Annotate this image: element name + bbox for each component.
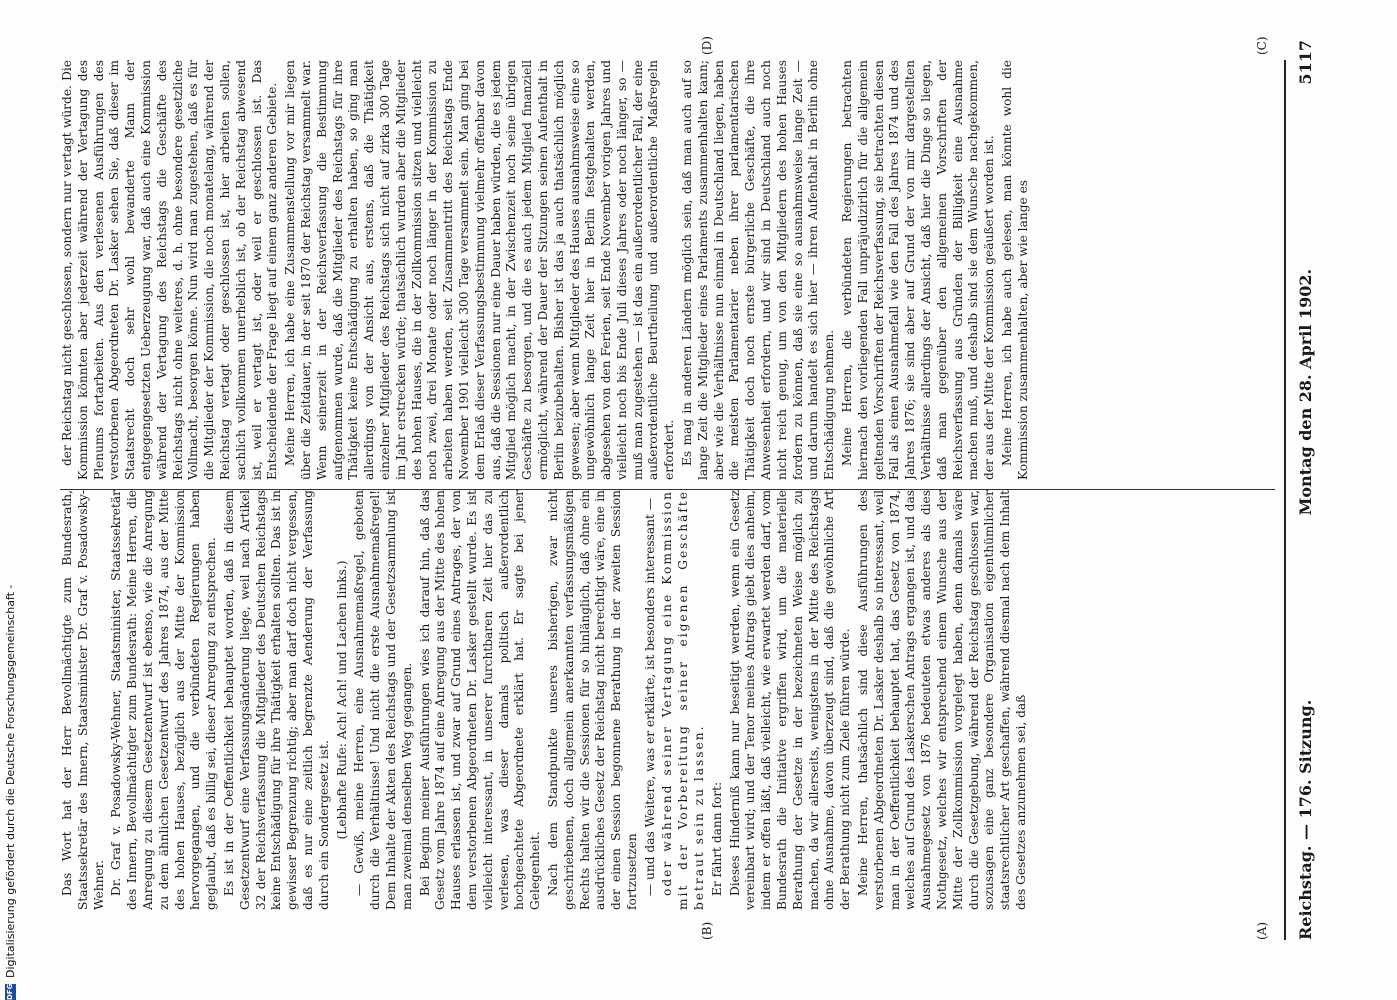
header-title: Reichstag. — 176. Sitzung.: [1295, 699, 1315, 940]
paragraph: — und das Weitere, was er erklärte, ist besonders interessant —: [642, 497, 657, 896]
header-page-number: 5117: [1295, 40, 1315, 85]
header-date: Montag den 28. April 1902.: [1295, 268, 1315, 516]
paragraph: (Lebhafte Rufe: Ach! Ach! und Lachen links.): [334, 560, 349, 840]
paragraph: Dieses Hinderniß kann nur beseitigt werden, wenn ein Gesetz vereinbart wird; und der Tenor meines Antrags giebt dies anheim, indem er offen läßt, daß vielleicht, wie erwartet werden darf, vom Bundesrath die Initiative ergriffen wird, um die materielle Berathung der Gesetze in der bezeichneten Weise möglich zu machen, da wir allerseits, wenigstens in der Mitte des Reichstags ohne Ausnahme, davon überzeugt sind, daß die gewöhnliche Art der Berathung nicht zum Ziele führen würde.: [727, 490, 853, 910]
margin-marker-d: (D): [700, 36, 714, 55]
paragraph: Es ist in der Oeffentlichkeit behauptet worden, daß in diesem Gesetzentwurf eine Verfassungsänderung liege, weil nach Artikel 32 der Reichsverfassung die Mitglieder des Deutschen Reichstags keine Entschädigung für ihre Thätigkeit erhalten sollten. Das ist in gewisser Begrenzung richtig; aber man darf doch nicht vergessen, daß es nur eine zeitlich begrenzte Aenderung der Verfassung durch ein Sondergesetz ist.: [221, 490, 331, 910]
header-rule: [1284, 60, 1286, 940]
paragraph: Meine Herren, ich habe auch gelesen, man könnte wohl die Kommission zusammenhalten, aber wie lange es: [1000, 60, 1030, 480]
paragraph: Meine Herren, die verbündeten Regierungen betrachten hiernach den vorliegenden Fall unpräjudizirlich für die allgemein geltenden Vorschriften der Reichsverfassung, sie betrachten diesen Fall als einen Ausnahmefall wie den Fall des Jahres 1874 und des Jahres 1876; sie sind aber auf Grund der von mir dargestellten Verhältnisse allerdings der Ansicht, daß hier die Dinge so liegen, daß man gegenüber den allgemeinen Vorschriften der Reichsverfassung aus Gründen der Billigkeit eine Ausnahme machen muß, und deshalb sind sie dem Wunsche nachgekommen, der aus der Mitte der Kommission geäußert worden ist.: [840, 60, 997, 480]
margin-marker-a: (A): [1255, 921, 1269, 940]
paragraph: Das Wort hat der Herr Bevollmächtigte zum Bundesrath, Staatssekretär des Innern, Staatsminister Dr. Graf v. Posadowsky-Wehner.: [60, 490, 106, 910]
credit-text: Digitalisierung gefördert durch die Deutsche Forschungsgemeinschaft -: [3, 584, 17, 978]
paragraph: oder während seiner Vertagung eine Kommission mit der Vorbereitung seiner eigenen Geschäfte betraut sein zu lassen.: [660, 490, 707, 910]
paragraph: der Reichstag nicht geschlossen, sondern nur vertagt würde. Die Kommission könnten aber jederzeit während der Vertagung des Plenums fortarbeiten. Aus den verlesenen Ausführungen des verstorbenen Abgeordneten Dr. Lasker sehen Sie, daß dieser im Staatsrecht doch sehr wohl bewanderte Mann der entgegengesetzten Ueberzeugung war, daß auch eine Kommission während der Vertagung des Reichstags die Geschäfte des Reichstags nicht ohne weiteres, d. h. ohne besondere gesetzliche Vollmacht, besorgen könne. Nun wird man zugestehen, daß es für die Mitglieder der Kommission, die noch monatelang, während der Reichstag vertagt oder geschlossen ist, hier arbeiten sollen, sachlich vollkommen unerheblich ist, ob der Reichstag abwesend ist, weil er vertagt ist, oder weil er geschlossen ist. Das Entscheidende der Frage liegt auf einem ganz anderen Gebiete.: [60, 60, 280, 480]
paragraph: Es mag in anderen Ländern möglich sein, daß man auch auf so lange Zeit die Mitglieder eines Parlaments zusammenhalten kann; aber wie die Verhältnisse nun einmal in Deutschland liegen, haben die meisten Parlamentarier neben ihrer parlamentarischen Thätigkeit doch noch ernste bürgerliche Geschäfte, die ihre Anwesenheit erfordern, und wir sind in Deutschland auch noch nicht reich genug, um von den Mitgliedern des hohen Hauses fordern zu können, daß sie eine so ausnahmsweise lange Zeit — und darum handelt es sich hier — ihren Aufenthalt in Berlin ohne Entschädigung nehmen.: [680, 60, 837, 480]
paragraph: Dr. Graf v. Posadowsky-Wehner, Staatsminister, Staatssekretär des Innern, Bevollmächtigter zum Bundesrath: Meine Herren, die Anregung zu diesem Gesetzentwurf ist ebenso, wie die Anregung zu dem ähnlichen Gesetzentwurf des Jahres 1874, aus der Mitte des hohen Hauses, bezüglich aus der Mitte der Kommission hervorgegangen, und die verbündeten Regierungen haben geglaubt, daß es billig sei, dieser Anregung zu entsprechen.: [109, 490, 219, 910]
margin-marker-c: (C): [1255, 36, 1269, 55]
digitization-credit: [0, 0, 20, 1000]
dfg-logo: DFG: [5, 983, 14, 1000]
paragraph: Er fährt dann fort:: [709, 781, 724, 896]
paragraph: Nach dem Standpunkte unseres bisherigen, zwar nicht geschriebenen, doch allgemein anerkannten verfassungsmäßigen Rechts halten wir die Sessionen für so hinlänglich, daß ohne ein ausdrückliches Gesetz der Reichstag nicht berechtigt wäre, eine in der einen Session begonnene Berathung in der zweiten Session fortzusetzen: [545, 490, 639, 910]
paragraph: Meine Herren, thatsächlich sind diese Ausführungen des verstorbenen Abgeordneten Dr. Lasker deshalb so interessant, weil man in der Oeffentlichkeit behauptet hat, das Gesetz von 1874, welches auf Grund des Laskerschen Antrags ergangen ist, und das Ausnahmegesetz von 1876 bedeuteten etwas anderes als dies Nothgesetz, welches wir entsprechend einem Wunsche aus der Mitte der Zollkommission vorgelegt haben, denn damals wäre durch die Gesetzgebung, während der Reichstag geschlossen war, sozusagen eine ganz besondere Organisation eigenthümlicher staatsrechtlicher Art geschaffen, während diesmal nach dem Inhalt des Gesetzes anzunehmen sei, daß: [856, 490, 1029, 910]
margin-marker-b: (B): [700, 921, 714, 940]
page-header: [1290, 40, 1320, 940]
left-text-column: [60, 490, 1275, 910]
paragraph: Meine Herren, ich habe eine Zusammenstellung vor mir liegen über die Zeitdauer, in der seit 1870 der Reichstag versammelt war. Wenn seinerzeit in der Reichsverfassung die Bestimmung aufgenommen wurde, daß die Mitglieder des Reichstags für ihre Thätigkeit keine Entschädigung zu erhalten haben, so ging man allerdings von der Ansicht aus, erstens, daß die Thätigkeit einzelner Mitglieder des Reichstags sich nicht auf zirka 300 Tage im Jahr erstrecken würde; thatsächlich wurden aber die Mitglieder des hohen Hauses, die in der Zollkommission sitzen und vielleicht noch zwei, drei Monate oder noch länger in der Kommission zu arbeiten haben werden, seit Zusammentritt des Reichstags Ende November 1901 vielleicht 300 Tage versammelt sein. Man ging bei dem Erlaß dieser Verfassungsbestimmung vielmehr offenbar davon aus, daß die Sessionen nur eine Dauer haben würden, die es jedem Mitglied möglich macht, in der Zwischenzeit noch seine übrigen Geschäfte zu besorgen, und die es auch jedem Mitglied finanziell ermöglicht, während der Dauer der Sitzungen seinen Aufenthalt in Berlin beizubehalten. Bisher ist das ja auch thatsächlich möglich gewesen; aber wenn Mitglieder des Hauses ausnahmsweise eine so ungewöhnlich lange Zeit hier in Berlin festgehalten werden, abgesehen von den Ferien, seit Ende November vorigen Jahres und vielleicht noch bis Ende Juli dieses Jahres oder noch länger, so — muß man zugestehen — ist das ein außerordentlicher Fall, der eine außerordentliche Beurtheilung und außerordentliche Maßregeln erfordert.: [283, 60, 677, 480]
right-text-column: [60, 60, 1275, 480]
paragraph: Bei Beginn meiner Ausführungen wies ich darauf hin, daß das Gesetz vom Jahre 1874 auf eine Anregung aus der Mitte des hohen Hauses erlassen ist, und zwar auf Grund eines Antrages, der von dem verstorbenen Abgeordneten Dr. Lasker gestellt wurde. Es ist vielleicht interessant, in unserer furchtbaren Zeit hier das zu verlesen, was dieser damals politisch außerordentlich hochgeachtete Abgeordnete erklärt hat. Er sagte bei jener Gelegenheit.: [417, 490, 543, 910]
column-divider: [60, 489, 1275, 490]
paragraph: — Gewiß, meine Herren, eine Ausnahmemaßregel, geboten durch die Verhältnisse! Und nicht die erste Ausnahmemaßregel! Dem Inhalte der Akten des Reichstags und der Gesetzsammlung ist man zweimal denselben Weg gegangen.: [352, 490, 414, 910]
